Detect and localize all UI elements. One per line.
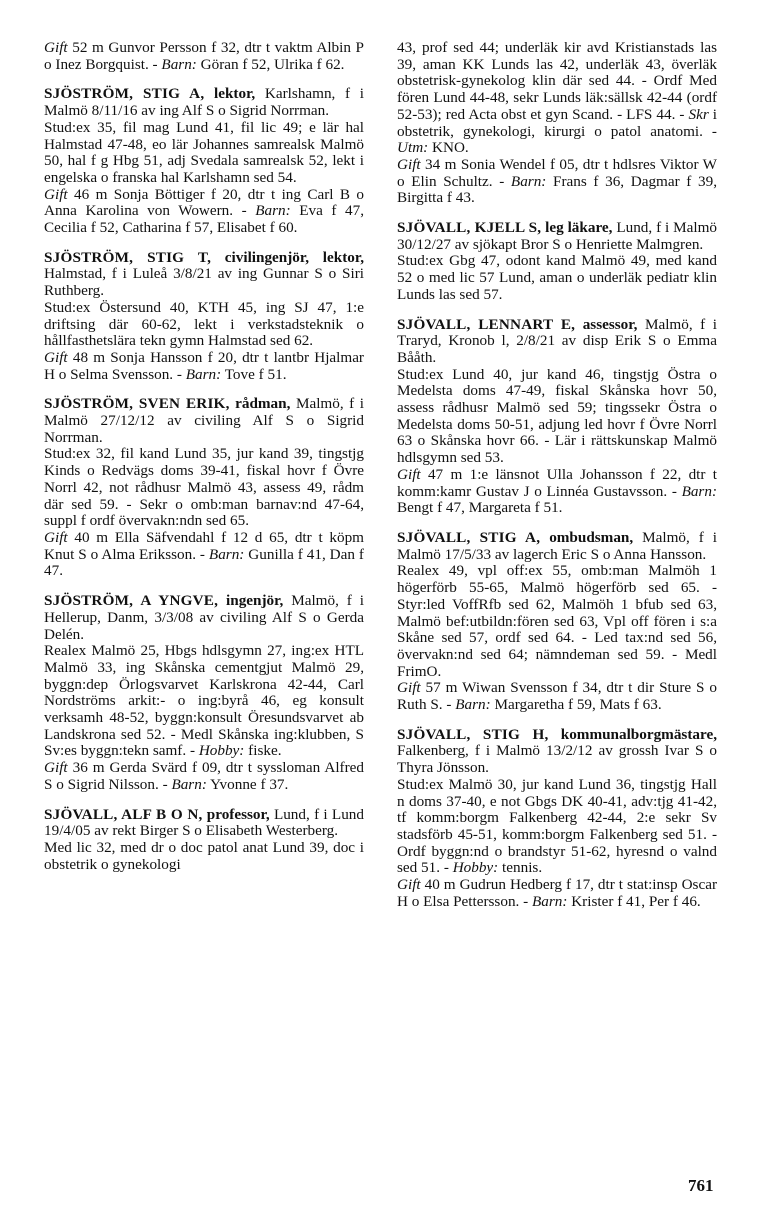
person-intro: Malmö, f i Malmö 27/12/12 av civiling Alf S o Sigrid Norrman. <box>44 395 364 446</box>
heading-paragraph <box>44 593 364 643</box>
person-name: SJÖSTRÖM, STIG A, <box>44 85 205 103</box>
entry-sjostrom-stig-t <box>44 250 364 384</box>
person-name: SJÖVALL, LENNART E, <box>397 315 576 333</box>
hobby-text: fiske. <box>244 742 282 760</box>
barn-text: Gunilla f 41, Dan f 47. <box>44 545 364 580</box>
person-title: civilingenjör, lektor, <box>211 248 364 266</box>
barn-text: Margaretha f 59, Mats f 63. <box>490 696 662 714</box>
barn-label: Barn: <box>510 172 547 190</box>
gift-label: Gift <box>397 679 421 697</box>
entry-sjovall-alf-continued <box>397 40 717 207</box>
gift-label: Gift <box>44 185 68 203</box>
career-paragraph: Realex 49, vpl off:ex 55, omb:man Malmöh 1 högerförb 55-65, Malmö högerförb sed 65. - Styr:led VoffRfb sed 62, Malmöh 1 bfub sed 63, Malmö bef:utbildn:fören sed 63, Vpl off fören i s:a Skåne sed 57, ordf sed 64. - Led tax:nd sed 56, övervakn:nd sed 64; nämndeman sed 59. - Medl FrimO. <box>397 562 717 680</box>
career-text-2: i obstetrik, gynekologi, kirurgi o patol anatomi. - <box>397 105 717 140</box>
barn-label: Barn: <box>455 696 491 714</box>
career-paragraph <box>397 777 717 877</box>
entry-sjostrom-stig-a <box>44 86 364 236</box>
entry-sjostrom-sven-erik <box>44 396 364 580</box>
entry-sjovall-kjell <box>397 220 717 304</box>
barn-label: Barn: <box>531 892 568 910</box>
utm-text: KNO. <box>428 139 469 157</box>
barn-label: Barn: <box>681 482 717 500</box>
gift-label: Gift <box>397 155 421 173</box>
career-paragraph: Stud:ex Lund 40, jur kand 46, tingstjg Östra o Medelsta doms 47-49, fiskal Skånska hovr 50, assess rådhusr Malmö sed 59; tingssekr Östra o Medelsta doms 50-51, adjung led hovr f Övre Norrl 63 o Skånska hovr 66. - Lär i rättskunskap Malmö hdlsgymn sed 53. <box>397 365 717 467</box>
career-paragraph: Stud:ex 35, fil mag Lund 41, fil lic 49; e lär hal Halmstad 47-48, eo lär Johannes samrealsk Malmö 50, hal f g Hbg 51, adj Svedala samrealsk 52, lekt i engelska o franska hal Karlshamn sed 54. <box>44 118 364 186</box>
person-title: assessor, <box>575 315 638 333</box>
barn-label: Barn: <box>185 365 222 383</box>
entry-sjovall-lennart <box>397 317 717 517</box>
barn-label: Barn: <box>208 545 245 563</box>
skr-label: Skr <box>688 105 709 123</box>
person-name: SJÖSTRÖM, SVEN ERIK, <box>44 395 230 413</box>
gift-text: 57 m Wiwan Svensson f 34, dtr t dir Sture S o Ruth S. - <box>397 679 717 714</box>
barn-text: Eva f 47, Cecilia f 52, Catharina f 57, Elisabet f 60. <box>44 202 365 237</box>
person-title: professor, <box>202 805 270 823</box>
gift-text: 36 m Gerda Svärd f 09, dtr t syssloman Alfred S o Sigrid Nilsson. - <box>44 759 364 793</box>
gift-label: Gift <box>44 759 68 777</box>
entry-sjovall-stig-h <box>397 727 717 911</box>
family-paragraph <box>44 40 364 73</box>
person-intro: Malmö, f i Traryd, Kronob l, 2/8/21 av disp Erik S o Emma Bååth. <box>397 315 717 366</box>
gift-text: 47 m 1:e länsnot Ulla Johansson f 22, dtr t komm:kamr Gustav J o Linnéa Gustavsson. - <box>397 465 717 500</box>
heading-paragraph <box>44 250 364 300</box>
person-name: SJÖVALL, ALF B O N, <box>44 805 203 823</box>
person-intro: Malmö, f i Hellerup, Danm, 3/3/08 av civiling Alf S o Gerda Delén. <box>44 592 364 643</box>
entry-sjostrom-a-yngve <box>44 593 364 793</box>
family-paragraph <box>44 760 364 793</box>
career-paragraph: Med lic 32, med dr o doc patol anat Lund 39, doc i obstetrik o gynekologi <box>44 838 364 873</box>
utm-label: Utm: <box>397 139 429 157</box>
career-text: 43, prof sed 44; underläk kir avd Kristianstads las 39, aman KK Lunds las 42, underläk 43, överläk obstetrisk-gynekolog klin där sed 44. - Ordf Med fören Lund 44-48, sekr Lunds läk:sällsk 42-44 (ordf 52-53); red Acta obst et gyn Scand. - LFS 44. - <box>397 39 717 123</box>
gift-text: 48 m Sonja Hansson f 20, dtr t lantbr Hjalmar H o Selma Svensson. - <box>44 348 364 383</box>
person-title: ombudsman, <box>540 528 634 546</box>
barn-text: Krister f 41, Per f 46. <box>567 892 701 910</box>
person-intro: Lund, f i Lund 19/4/05 av rekt Birger S o Elisabeth Westerberg. <box>44 805 364 840</box>
person-title: leg läkare, <box>541 219 613 237</box>
person-title: ingenjör, <box>218 592 284 610</box>
barn-text: Frans f 36, Dagmar f 39, Birgitta f 43. <box>397 172 717 207</box>
gift-text: 40 m Ella Säfvendahl f 12 d 65, dtr t köpm Knut S o Alma Eriksson. - <box>44 528 364 563</box>
person-intro: Malmö, f i Malmö 17/5/33 av lagerch Eric S o Anna Hansson. <box>397 528 718 563</box>
family-paragraph <box>44 530 364 580</box>
gift-text: 34 m Sonia Wendel f 05, dtr t hdlsres Viktor W o Elin Schultz. - <box>397 155 717 190</box>
person-name: SJÖSTRÖM, A YNGVE, <box>44 592 219 610</box>
gift-label: Gift <box>44 39 68 56</box>
barn-label: Barn: <box>255 202 291 220</box>
barn-text: Yvonne f 37. <box>206 775 289 793</box>
gift-label: Gift <box>44 348 68 366</box>
person-intro: Falkenberg, f i Malmö 13/2/12 av grossh Ivar S o Thyra Jönsson. <box>397 742 717 777</box>
family-paragraph <box>44 350 364 383</box>
barn-label: Barn: <box>161 55 197 73</box>
left-column <box>44 40 364 886</box>
person-title: rådman, <box>229 395 291 413</box>
career-paragraph: Stud:ex Gbg 47, odont kand Malmö 49, med kand 52 o med lic 57 Lund, aman o underläk pediatr klin Lunds las sed 57. <box>397 252 717 303</box>
career-text: Stud:ex Malmö 30, jur kand Lund 36, tingstjg Hall n doms 37-40, e not Gbgs DK 40-41, adv:tjg 41-42, tf komm:borgm Falkenberg 42-44, 2:e sekr Sv stadsförb 45-51, komm:borgm Falkenberg sed 51. - Ordf byggn:nd o brandstyr 51-62, hyresnd o valnd sed 51. - <box>397 775 717 877</box>
gift-text: 40 m Gudrun Hedberg f 17, dtr t stat:insp Oscar H o Elsa Pettersson. - <box>397 876 717 910</box>
career-paragraph: Stud:ex 32, fil kand Lund 35, jur kand 39, tingstjg Kinds o Redvägs doms 39-41, fiskal hovr f Övre Norrl 42, not rådhusr Malmö 43, assess 49, rådm där sed 59. - Sekr o omb:man barnav:nd 47-64, suppl f ordf övervakn:ndn sed 65. <box>44 445 364 530</box>
gift-label: Gift <box>397 876 421 894</box>
person-name: SJÖVALL, KJELL S, <box>397 219 542 237</box>
heading-paragraph <box>44 86 364 119</box>
person-intro: Karlshamn, f i Malmö 8/11/16 av ing Alf S o Sigrid Norrman. <box>44 85 364 120</box>
person-intro: Halmstad, f i Luleå 3/8/21 av ing Gunnar S o Siri Ruthberg. <box>44 265 364 300</box>
family-paragraph <box>397 680 717 713</box>
person-name: SJÖVALL, STIG H, <box>397 725 549 743</box>
person-intro: Lund, f i Malmö 30/12/27 av sjökapt Bror S o Henriette Malmgren. <box>397 219 717 253</box>
family-paragraph <box>44 187 364 237</box>
family-paragraph <box>397 467 717 517</box>
person-name: SJÖSTRÖM, STIG T, <box>44 248 212 266</box>
person-title: kommunalborgmästare, <box>548 725 717 743</box>
heading-paragraph <box>397 727 717 777</box>
barn-text: Bengt f 47, Margareta f 51. <box>397 499 563 517</box>
hobby-label: Hobby: <box>198 742 245 760</box>
gift-label: Gift <box>44 528 68 546</box>
career-text: Realex Malmö 25, Hbgs hdlsgymn 27, ing:ex HTL Malmö 33, ing Skånska cementgjut Malmö 29, byggn:dep Örlogsvarvet Karlskrona 42-44, Carl Nordströms arkit:- o ing:byrå 46, eg konsult verksamh 48-52, byggn:konsult Öresundsvarvet ab Landskrona sed 52. - Medl Skånska ing:klubben, S Sv:es byggn:tekn samf. - <box>44 642 364 760</box>
heading-paragraph <box>44 396 364 446</box>
career-paragraph: Stud:ex Östersund 40, KTH 45, ing SJ 47, 1:e driftsing där 60-62, lekt i verkstadsteknik o hållfasthetslära tekn gymn Halmstad sed 62. <box>44 298 364 350</box>
hobby-text: tennis. <box>498 859 543 877</box>
heading-paragraph <box>397 220 717 253</box>
family-paragraph <box>397 877 717 910</box>
right-column <box>397 40 717 923</box>
heading-paragraph <box>397 317 717 367</box>
family-paragraph <box>397 157 717 207</box>
page-number: 761 <box>688 1176 714 1195</box>
barn-text: Tove f 51. <box>221 365 287 383</box>
entry-sjovall-alf <box>44 807 364 874</box>
gift-label: Gift <box>397 465 421 483</box>
entry-continuation <box>44 40 364 73</box>
career-paragraph <box>44 643 364 760</box>
person-name: SJÖVALL, STIG A, <box>397 528 541 546</box>
person-title: lektor, <box>204 85 256 103</box>
entry-sjovall-stig-a <box>397 530 717 714</box>
hobby-label: Hobby: <box>452 859 499 877</box>
heading-paragraph <box>44 807 364 840</box>
barn-label: Barn: <box>171 775 207 793</box>
barn-text: Göran f 52, Ulrika f 62. <box>196 55 345 73</box>
heading-paragraph <box>397 530 717 563</box>
gift-text: 46 m Sonja Böttiger f 20, dtr t ing Carl B o Anna Karolina von Wowern. - <box>44 185 364 220</box>
gift-text: 52 m Gunvor Persson f 32, dtr t vaktm Albin P o Inez Borgquist. - <box>44 39 364 73</box>
career-paragraph <box>397 40 717 157</box>
